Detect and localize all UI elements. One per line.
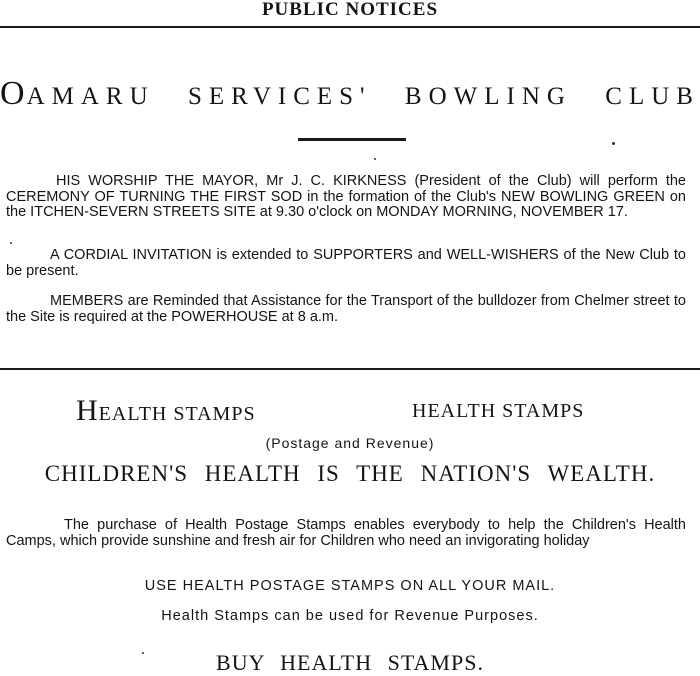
club-paragraph-invitation-text: A CORDIAL INVITATION is extended to SUPPORTERS and WELL-WISHERS of the New Club to be present. — [6, 247, 686, 279]
health-stamps-heading-right: HEALTH STAMPS — [412, 400, 585, 422]
health-stamps-left-rest: EALTH STAMPS — [98, 403, 256, 425]
print-speck — [374, 158, 376, 160]
club-paragraph-invitation — [6, 248, 686, 279]
title-divider — [298, 138, 406, 141]
club-title-word-club: CLUB — [605, 83, 700, 110]
club-title-word1-rest: AMARU — [26, 83, 155, 110]
buy-stamps-line: BUY HEALTH STAMPS. — [216, 650, 484, 675]
health-paragraph — [6, 518, 686, 549]
club-paragraph-members-text: MEMBERS are Reminded that Assistance for the Transport of the bulldozer from Chelmer street to the Site is required at the POWERHOUSE at 8 a.m. — [6, 293, 686, 325]
section-divider — [0, 368, 700, 370]
club-title-word-bowling: BOWLING — [404, 83, 572, 110]
club-title-word-services: SERVICES' — [187, 83, 372, 110]
health-paragraph-text: The purchase of Health Postage Stamps enables everybody to help the Children's Health Camps, which provide sunshine and fresh air for Children who need an invigorating holiday — [6, 517, 686, 549]
print-speck — [142, 652, 144, 654]
section-header: PUBLIC NOTICES — [261, 0, 439, 20]
club-title-initial: O — [0, 75, 27, 112]
health-slogan: CHILDREN'S HEALTH IS THE NATION'S WEALTH. — [44, 461, 656, 486]
club-paragraph-ceremony — [6, 174, 686, 221]
header-rule — [0, 26, 700, 28]
use-stamps-line: USE HEALTH POSTAGE STAMPS ON ALL YOUR MAIL. — [144, 578, 556, 594]
club-title-word-oamaru — [0, 75, 155, 112]
club-paragraph-ceremony-text: HIS WORSHIP THE MAYOR, Mr J. C. KIRKNESS (President of the Club) will perform the CEREMONY OF TURNING THE FIRST SOD in the formation of the Club's NEW BOWLING GREEN on the ITCHEN-SEVERN STREETS SITE at 9.30 o'clock on MONDAY MORNING, NOVEMBER 17. — [6, 173, 686, 220]
print-speck — [612, 142, 615, 145]
health-stamps-initial: H — [76, 394, 99, 427]
postage-note: (Postage and Revenue) — [265, 435, 435, 451]
print-speck — [10, 242, 12, 244]
club-title — [0, 72, 700, 112]
revenue-line: Health Stamps can be used for Revenue Purposes. — [161, 608, 539, 624]
health-stamps-heading-left — [76, 396, 256, 429]
club-paragraph-members — [6, 294, 686, 325]
